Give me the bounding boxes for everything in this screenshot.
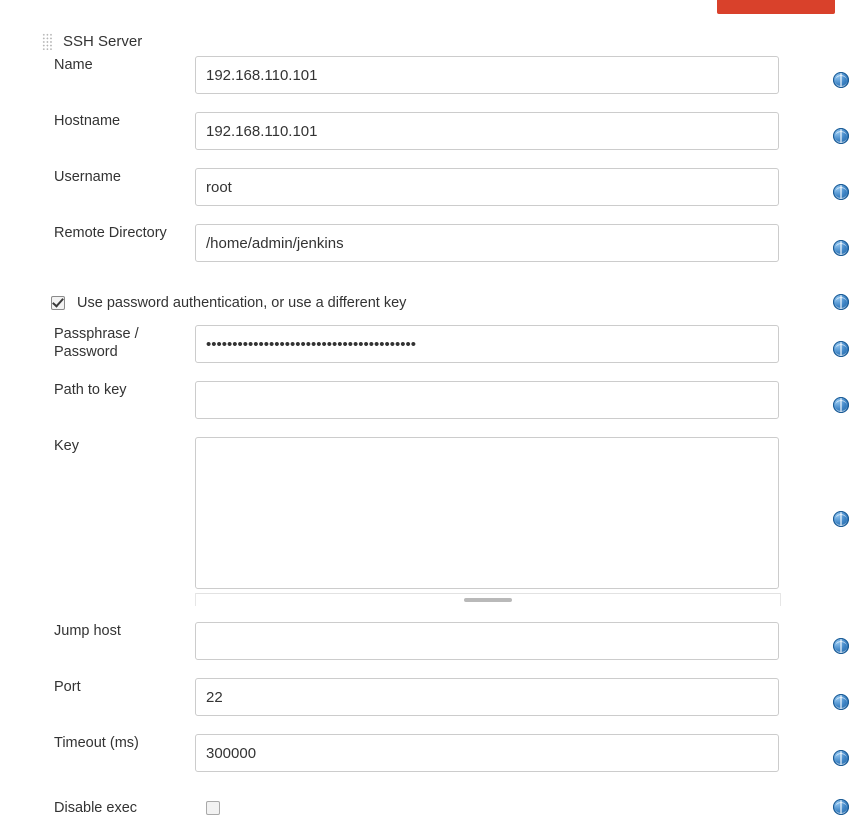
port-input[interactable] bbox=[195, 678, 779, 716]
help-icon-use-password-auth[interactable] bbox=[833, 294, 849, 310]
scrollbar-thumb[interactable] bbox=[464, 598, 512, 602]
label-timeout: Timeout (ms) bbox=[54, 735, 139, 751]
help-icon-username[interactable] bbox=[833, 184, 849, 200]
field-row-remote-directory bbox=[0, 224, 852, 280]
disable-exec-checkbox[interactable] bbox=[206, 801, 220, 815]
field-row-jump-host bbox=[0, 622, 852, 678]
timeout-input[interactable] bbox=[195, 734, 779, 772]
field-row-use-password-auth bbox=[0, 280, 852, 325]
help-icon-disable-exec[interactable] bbox=[833, 799, 849, 815]
help-icon-passphrase[interactable] bbox=[833, 341, 849, 357]
field-row-path-to-key bbox=[0, 381, 852, 437]
jump-host-input[interactable] bbox=[195, 622, 779, 660]
field-row-key bbox=[0, 437, 852, 622]
help-icon-remote-directory[interactable] bbox=[833, 240, 849, 256]
field-wrap-jump-host bbox=[195, 622, 779, 660]
form-rows bbox=[0, 56, 852, 826]
label-path-to-key: Path to key bbox=[54, 382, 127, 398]
field-wrap-port bbox=[195, 678, 779, 716]
key-horizontal-scrollbar[interactable] bbox=[195, 593, 781, 606]
field-wrap-path-to-key bbox=[195, 381, 779, 419]
field-row-port bbox=[0, 678, 852, 734]
field-row-username bbox=[0, 168, 852, 224]
field-row-hostname bbox=[0, 112, 852, 168]
passphrase-input[interactable] bbox=[195, 325, 779, 363]
field-wrap-username bbox=[195, 168, 779, 206]
help-icon-path-to-key[interactable] bbox=[833, 397, 849, 413]
help-icon-timeout[interactable] bbox=[833, 750, 849, 766]
field-wrap-key bbox=[195, 437, 781, 606]
label-port: Port bbox=[54, 679, 81, 695]
label-jump-host: Jump host bbox=[54, 623, 121, 639]
field-row-passphrase bbox=[0, 325, 852, 381]
field-row-timeout bbox=[0, 734, 852, 790]
use-password-auth-checkbox[interactable] bbox=[51, 296, 65, 310]
label-disable-exec: Disable exec bbox=[54, 800, 138, 816]
label-name: Name bbox=[54, 57, 93, 73]
help-icon-port[interactable] bbox=[833, 694, 849, 710]
path-to-key-input[interactable] bbox=[195, 381, 779, 419]
remote-directory-input[interactable] bbox=[195, 224, 779, 262]
field-wrap-remote-directory bbox=[195, 224, 779, 262]
help-icon-key[interactable] bbox=[833, 511, 849, 527]
key-textarea[interactable] bbox=[195, 437, 779, 589]
field-row-name bbox=[0, 56, 852, 112]
help-icon-name[interactable] bbox=[833, 72, 849, 88]
label-use-password-auth: Use password authentication, or use a different key bbox=[77, 294, 407, 311]
top-action-bar[interactable] bbox=[717, 0, 835, 14]
field-row-disable-exec bbox=[0, 790, 852, 826]
label-remote-directory: Remote Directory bbox=[54, 225, 167, 241]
section-title: SSH Server bbox=[63, 33, 143, 50]
label-passphrase: Passphrase / Password bbox=[54, 326, 139, 360]
help-icon-jump-host[interactable] bbox=[833, 638, 849, 654]
field-wrap-name bbox=[195, 56, 779, 94]
field-wrap-hostname bbox=[195, 112, 779, 150]
name-input[interactable] bbox=[195, 56, 779, 94]
help-icon-hostname[interactable] bbox=[833, 128, 849, 144]
username-input[interactable] bbox=[195, 168, 779, 206]
drag-handle-icon[interactable] bbox=[42, 33, 53, 50]
label-username: Username bbox=[54, 169, 121, 185]
section-header bbox=[42, 33, 142, 50]
label-hostname: Hostname bbox=[54, 113, 121, 129]
scrollbar-track bbox=[196, 593, 780, 594]
hostname-input[interactable] bbox=[195, 112, 779, 150]
field-wrap-passphrase bbox=[195, 325, 779, 363]
field-wrap-timeout bbox=[195, 734, 779, 772]
label-key: Key bbox=[54, 438, 79, 454]
